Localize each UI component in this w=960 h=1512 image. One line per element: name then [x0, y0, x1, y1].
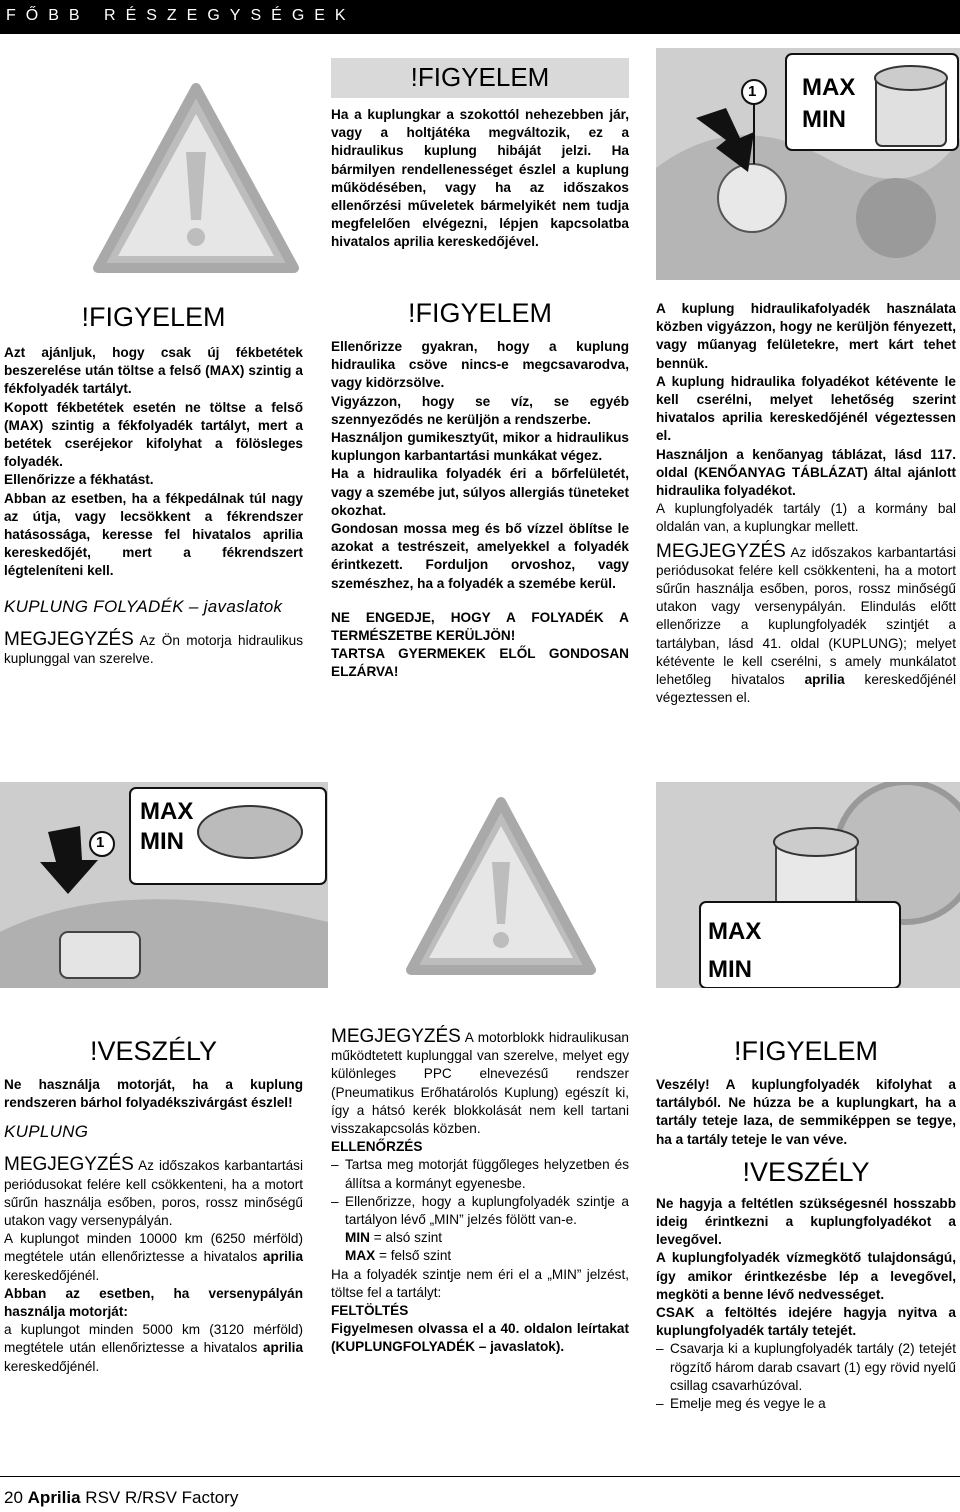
- warning-heading: !FIGYELEM: [733, 1036, 879, 1066]
- paragraph: Használjon gumikesztyűt, mikor a hidraulikus kuplungon karbantartási munkákat végez.: [331, 430, 629, 464]
- brand-name: aprilia: [804, 672, 845, 688]
- section-title: FŐBB RÉSZEGYSÉGEK: [6, 7, 356, 24]
- max-text: = felső szint: [379, 1248, 452, 1264]
- note-text: Az időszakos karbantartási periódusokat felére kell csökkenteni, ha a motort sűrűn használja esőben, poros, rossz minőségű utakon vagy versenypályán. Elindulás előtt ellenőrizze a kuplungfolyadék szintjét a tartályban, lásd 41. oldal (KUPLUNG); melyet kétévente le kell cserélni, s amely munkálatot lehetőleg hivatalos: [656, 544, 957, 688]
- reservoir-photo-top: [656, 48, 960, 280]
- warning-heading: !FIGYELEM: [331, 58, 629, 98]
- paragraph: NE ENGEDJE, HOGY A FOLYADÉK A TERMÉSZETBE KERÜLJÖN!: [331, 609, 629, 644]
- note-label: MEGJEGYZÉS: [331, 1026, 461, 1047]
- brand-name: aprilia: [262, 1249, 304, 1265]
- brand-name: aprilia: [262, 1340, 304, 1356]
- note-text: kereskedőjénél végeztessen el.: [656, 672, 956, 706]
- paragraph: TARTSA GYERMEKEK ELŐL GONDOSAN ELZÁRVA!: [331, 646, 629, 680]
- paragraph: Gondosan mossa meg és bő vízzel öblítse le azokat a testrészeit, amelyekkel a folyadék érintkezett. Forduljon orvoshoz, vagy szemészhez, ha a folyadék a szemébe kerül.: [331, 521, 629, 591]
- callout-number: 1: [748, 83, 757, 100]
- list-item: – Ellenőrizze, hogy a kuplungfolyadék szintje a tartályon lévő „MIN” jelzés fölött van-e.: [331, 1193, 629, 1228]
- top-middle-warning: [331, 58, 629, 252]
- paragraph: Ne használja motorját, ha a kuplung rendszeren bárhol folyadékszivárgást észlel!: [4, 1077, 303, 1111]
- paragraph: Ne hagyja a feltétlen szükségesnél hosszabb ideig érintkezni a kuplungfolyadékot a levegővel.: [656, 1195, 956, 1248]
- min-label: MIN: [802, 106, 846, 133]
- paragraph: Ellenőrizze gyakran, hogy a kuplung hidraulika csöve nincs-e megcsavarodva, vagy kidörzsölve.: [331, 339, 629, 391]
- note-label: MEGJEGYZÉS: [656, 540, 786, 562]
- page-number: 20: [4, 1488, 23, 1507]
- paragraph: Figyelmesen olvassa el a 40. oldalon leírtakat (KUPLUNGFOLYADÉK – javaslatok).: [331, 1321, 629, 1355]
- page-footer: [4, 1488, 238, 1508]
- min-label: MIN: [708, 956, 752, 983]
- list-item: – Emelje meg és vegye le a: [656, 1396, 826, 1412]
- note-text: Az időszakos karbantartási periódusokat felére kell csökkenteni, ha a motort sűrűn használja esőben, poros, rossz minőségű utakon vagy versenypályán.: [4, 1158, 303, 1229]
- list-item: – Csavarja ki a kuplungfolyadék tartály (2) tetejét rögzítő három darab csavart (1) egy rövid nyelű csillag csavarhúzóval.: [656, 1341, 956, 1393]
- fill-title: FELTÖLTÉS: [331, 1303, 409, 1319]
- check-title: ELLENŐRZÉS: [331, 1139, 423, 1155]
- header-bar: [0, 0, 960, 34]
- note-label: MEGJEGYZÉS: [4, 628, 134, 650]
- paragraph: A kuplungfolyadék vízmegkötő tulajdonságú, így amikor érintkezésbe lép a levegővel, megköti a benne lévő nedvességet.: [656, 1250, 956, 1302]
- warning-heading: !FIGYELEM: [407, 298, 553, 328]
- footer-rule: [0, 1476, 960, 1477]
- bottom-middle-column: [331, 1028, 629, 1357]
- section-heading: KUPLUNG: [4, 1122, 89, 1142]
- paragraph: Vigyázzon, hogy se víz, se egyéb szennyeződés ne kerüljön a rendszerbe.: [331, 393, 629, 427]
- bottom-right-column: [656, 1036, 956, 1413]
- paragraph: A kuplung hidraulikafolyadék használata közben vigyázzon, hogy ne kerüljön fényezett, vagy műanyag felületekre, mert kárt tehet bennük.: [656, 301, 956, 371]
- paragraph: CSAK a feltöltés idejére hagyja nyitva a kuplungfolyadék tartály tetejét.: [656, 1305, 956, 1339]
- paragraph: a kuplungot minden 5000 km (3120 mérföld) megtétele után ellenőriztesse a hivatalos: [4, 1322, 303, 1356]
- paragraph: A kuplungot minden 10000 km (6250 mérföld) megtétele után ellenőriztesse a hivatalos: [4, 1231, 303, 1265]
- paragraph: Azt ajánljuk, hogy csak új fékbetétek beszerelése után töltse a felső (MAX) szintig a fékfolyadék tartályt.: [4, 345, 303, 397]
- list-item: – Tartsa meg motorját függőleges helyzetben és állítsa a kormányt egyenesbe.: [331, 1157, 629, 1191]
- paragraph: Ha a folyadék szintje nem éri el a „MIN” jelzést, töltse fel a tartályt:: [331, 1266, 629, 1300]
- reservoir-photo-right: [656, 782, 960, 988]
- paragraph: Kopott fékbetétek esetén ne töltse a felső (MAX) szintig a fékfolyadék tartályt, mert a betétek cseréjekor kifolyhat a fölösleges folyadék.: [4, 399, 303, 470]
- bottom-left-column: [4, 1036, 303, 1376]
- section-heading: KUPLUNG FOLYADÉK – javaslatok: [4, 596, 283, 616]
- model-name: RSV R/RSV Factory: [85, 1488, 239, 1507]
- reservoir-photo-left: [0, 782, 328, 988]
- min-text: = alsó szint: [373, 1230, 443, 1246]
- paragraph: Ellenőrizze a fékhatást.: [4, 472, 154, 488]
- max-label: MAX: [802, 74, 856, 101]
- paragraph: A kuplung hidraulika folyadékot kétévente le kell cserélni, melyet lehetőség szerint hivatalos aprilia kereskedőjénél végeztessen el.: [656, 373, 956, 444]
- min-label: MIN: [140, 828, 184, 855]
- callout-number: 1: [96, 834, 105, 851]
- note-text: A motorblokk hidraulikusan működtetett kuplunggal van szerelve, melyet egy különleges PPC elnevezésű rendszer (Pneumatikus Erőhatárolós Kuplung) egészít ki, így a hátsó kerék blokkolását nem kell tartani visszakapcsolás közben.: [331, 1030, 629, 1137]
- note-label: MEGJEGYZÉS: [4, 1154, 134, 1176]
- warning-heading: !FIGYELEM: [81, 302, 226, 332]
- left-column: [4, 302, 303, 668]
- note-text: Az Ön motorja hidraulikus kuplunggal van szerelve.: [4, 632, 304, 666]
- danger-heading: !VESZÉLY: [89, 1036, 218, 1066]
- paragraph: Abban az esetben, ha a fékpedálnak túl nagy az útja, vagy lecsökkent a fékrendszer hatásossága, keresse fel hivatalos aprilia kereskedőjét, mert a fékrendszert légteleníteni kell.: [4, 490, 303, 579]
- max-label: MAX: [345, 1248, 376, 1264]
- right-column: [656, 300, 956, 707]
- paragraph: Ha a hidraulika folyadék éri a bőrfelületét, vagy a szemébe jut, súlyos allergiás tüneteket okozhat.: [331, 466, 629, 518]
- paragraph: kereskedőjénél.: [4, 1358, 100, 1374]
- max-label: MAX: [140, 798, 194, 825]
- warning-triangle-icon: [90, 80, 302, 276]
- middle-column: [331, 298, 629, 682]
- danger-heading: !VESZÉLY: [742, 1156, 870, 1187]
- max-label: MAX: [708, 918, 762, 945]
- brand-name: Aprilia: [27, 1488, 81, 1507]
- warning-triangle-icon: [403, 794, 599, 978]
- warning-text: Ha a kuplungkar a szokottól nehezebben jár, vagy a holtjátéka megváltozik, ez a hidraulikus kuplung hibáját jelzi. Ha bármilyen rendellenességet észlel a kuplung működésében, vagy ha az időszakos ellenőrzési műveletek bármelyikét nem tudja megfelelően elvégezni, lépjen kapcsolatba hivatalos aprilia kereskedőjével.: [331, 107, 629, 250]
- paragraph: A kuplungfolyadék tartály (1) a kormány bal oldalán van, a kuplungkar mellett.: [656, 501, 956, 535]
- paragraph: Veszély! A kuplungfolyadék kifolyhat a tartályból. Ne húzza be a kuplungkart, ha a tartály teteje laza, de semmiképpen se tegye, ha a tartály teteje le van véve.: [656, 1077, 956, 1147]
- paragraph: Használjon a kenőanyag táblázat, lásd 117. oldal (KENŐANYAG TÁBLÁZAT) által ajánlott hidraulika folyadékot.: [656, 446, 956, 499]
- paragraph: Abban az esetben, ha versenypályán használja motorját:: [4, 1285, 303, 1320]
- min-label: MIN: [345, 1230, 370, 1246]
- paragraph: kereskedőjénél.: [4, 1267, 100, 1283]
